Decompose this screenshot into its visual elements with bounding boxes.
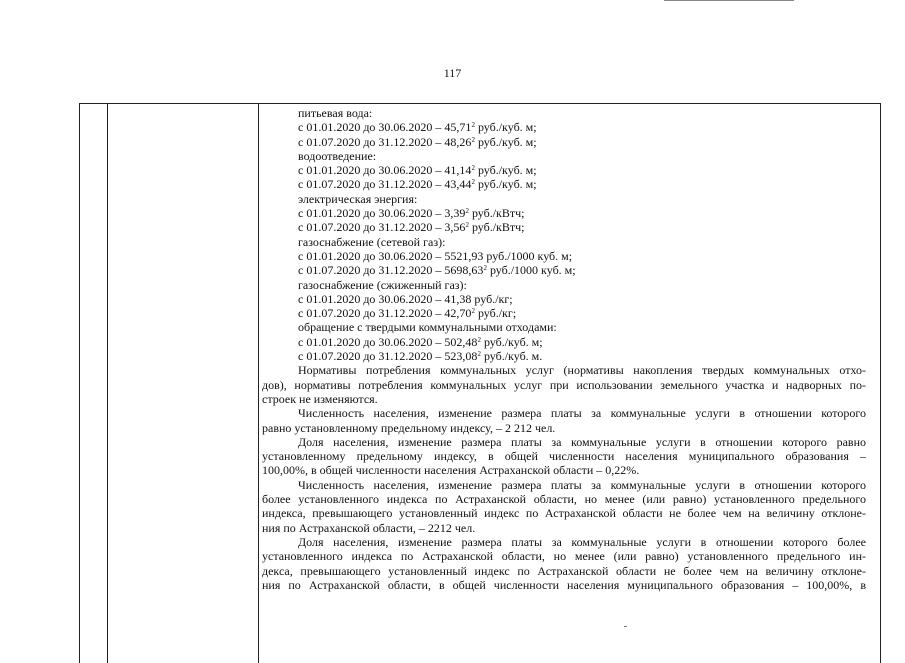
tariff-line: [262, 249, 866, 263]
paragraph-line: ния по Астраханской области, в общей численности населения муниципального образования – 100,00%, в: [262, 577, 866, 592]
body-paragraph: [262, 435, 866, 478]
tariff-line: [262, 135, 866, 149]
footnote-marker: 2: [465, 221, 469, 230]
tariff-heading: газоснабжение (сжиженный газ):: [298, 277, 467, 292]
tariff-unit: руб./кг;: [474, 306, 517, 321]
footnote-marker: 2: [465, 207, 469, 216]
tariff-line: [262, 306, 866, 320]
table-column-divider: [258, 104, 259, 663]
tariff-line: [262, 349, 866, 363]
tariff-unit: руб./куб. м;: [474, 177, 537, 192]
tariff-unit: руб./куб. м;: [474, 163, 537, 178]
paragraph-line: равно установленному предельному индексу, – 2 212 чел.: [262, 420, 556, 435]
tariff-period-value: с 01.07.2020 до 31.12.2020 – 43,44: [298, 177, 472, 192]
footnote-marker: 2: [471, 121, 475, 130]
tariff-line: [262, 163, 866, 177]
tariff-period-value: с 01.07.2020 до 31.12.2020 – 48,26: [298, 134, 472, 149]
tariff-unit: руб./куб. м;: [480, 334, 543, 349]
tariff-heading: электрическая энергия:: [298, 191, 418, 206]
footnote-marker: 2: [477, 335, 481, 344]
body-paragraph: [262, 535, 866, 592]
tariff-unit: руб./куб. м;: [474, 120, 537, 135]
tariff-line: [262, 120, 866, 134]
footnote-marker: 2: [471, 164, 475, 173]
tariff-period-value: с 01.01.2020 до 30.06.2020 – 41,14: [298, 163, 472, 178]
footnote-marker: 2: [471, 178, 475, 187]
paragraph-list: [262, 363, 866, 592]
tariff-line: [262, 177, 866, 191]
tariff-line: [262, 220, 866, 234]
footnote-marker: 2: [483, 264, 487, 273]
paragraph-line: дов), нормативы потребления коммунальных услуг при использовании земельного участка и надворных по-: [262, 377, 866, 392]
paragraph-line: Доля населения, изменение размера платы за коммунальные услуги в отношении которого равно: [298, 434, 866, 449]
tariff-line: [262, 206, 866, 220]
paragraph-line: строек не изменяются.: [262, 391, 378, 406]
page-number: 117: [443, 66, 462, 80]
paragraph-line: декса, превышающего установленный индекс по Астраханской области не более чем на величину отклоне-: [262, 563, 866, 578]
scan-artifact: [624, 626, 627, 627]
tariff-period-value: с 01.01.2020 до 30.06.2020 – 502,48: [298, 334, 478, 349]
tariff-period-value: с 01.01.2020 до 30.06.2020 – 3,39: [298, 206, 466, 221]
tariff-heading: водоотведение:: [298, 148, 377, 163]
body-paragraph: [262, 478, 866, 535]
tariff-period-value: с 01.07.2020 до 31.12.2020 – 523,08: [298, 349, 478, 364]
top-rule: [664, 0, 794, 2]
tariff-heading: газоснабжение (сетевой газ):: [298, 234, 446, 249]
paragraph-line: Численность населения, изменение размера платы за коммунальные услуги в отношении которого: [298, 477, 866, 492]
tariff-list: [262, 106, 866, 363]
body-paragraph: [262, 363, 866, 406]
paragraph-line: индекса, превышающего установленный индекс по Астраханской области не более чем на величину отклоне-: [262, 506, 866, 521]
footnote-marker: 2: [471, 135, 475, 144]
tariff-period-value: с 01.07.2020 до 31.12.2020 – 5698,63: [298, 263, 484, 278]
body-paragraph: [262, 406, 866, 435]
tariff-unit: руб./1000 куб. м;: [486, 263, 576, 278]
tariff-unit: руб./кВтч;: [468, 220, 525, 235]
tariff-period-value: с 01.07.2020 до 31.12.2020 – 42,70: [298, 306, 472, 321]
tariff-line: [262, 335, 866, 349]
table-cell-content: [262, 106, 866, 592]
tariff-unit: руб./куб. м.: [480, 349, 543, 364]
tariff-line: [262, 292, 866, 306]
tariff-period-value: с 01.01.2020 до 30.06.2020 – 45,71: [298, 120, 472, 135]
paragraph-line: 100,00%, в общей численности населения Астраханской области – 0,22%.: [262, 463, 640, 478]
paragraph-line: более установленного индекса по Астраханской области, но менее (или равно) установленного предельного: [262, 492, 866, 507]
tariff-unit: руб./куб. м;: [474, 134, 537, 149]
footnote-marker: 2: [471, 307, 475, 316]
tariff-heading: питьевая вода:: [298, 106, 373, 120]
paragraph-line: Численность населения, изменение размера платы за коммунальные услуги в отношении которого: [298, 406, 866, 421]
tariff-period-value: с 01.07.2020 до 31.12.2020 – 3,56: [298, 220, 466, 235]
paragraph-line: Доля населения, изменение размера платы за коммунальные услуги в отношении которого более: [298, 534, 866, 549]
paragraph-line: установленного индекса по Астраханской области, но менее (или равно) установленного предельного ин-: [262, 549, 866, 564]
tariff-heading: обращение с твердыми коммунальными отходами:: [298, 320, 557, 335]
paragraph-line: Нормативы потребления коммунальных услуг (нормативы накопления твердых коммунальных отхо-: [298, 363, 866, 378]
tariff-period-value: с 01.01.2020 до 30.06.2020 – 41,38 руб./кг;: [298, 291, 513, 306]
paragraph-line: установленному предельному индексу, в общей численности населения муниципального образования –: [262, 449, 866, 464]
tariff-line: [262, 263, 866, 277]
tariff-period-value: с 01.01.2020 до 30.06.2020 – 5521,93 руб./1000 куб. м;: [298, 248, 573, 263]
tariff-unit: руб./кВтч;: [468, 206, 525, 221]
footnote-marker: 2: [477, 350, 481, 359]
table-column-divider: [107, 104, 108, 663]
paragraph-line: ния по Астраханской области, – 2212 чел.: [262, 520, 476, 535]
